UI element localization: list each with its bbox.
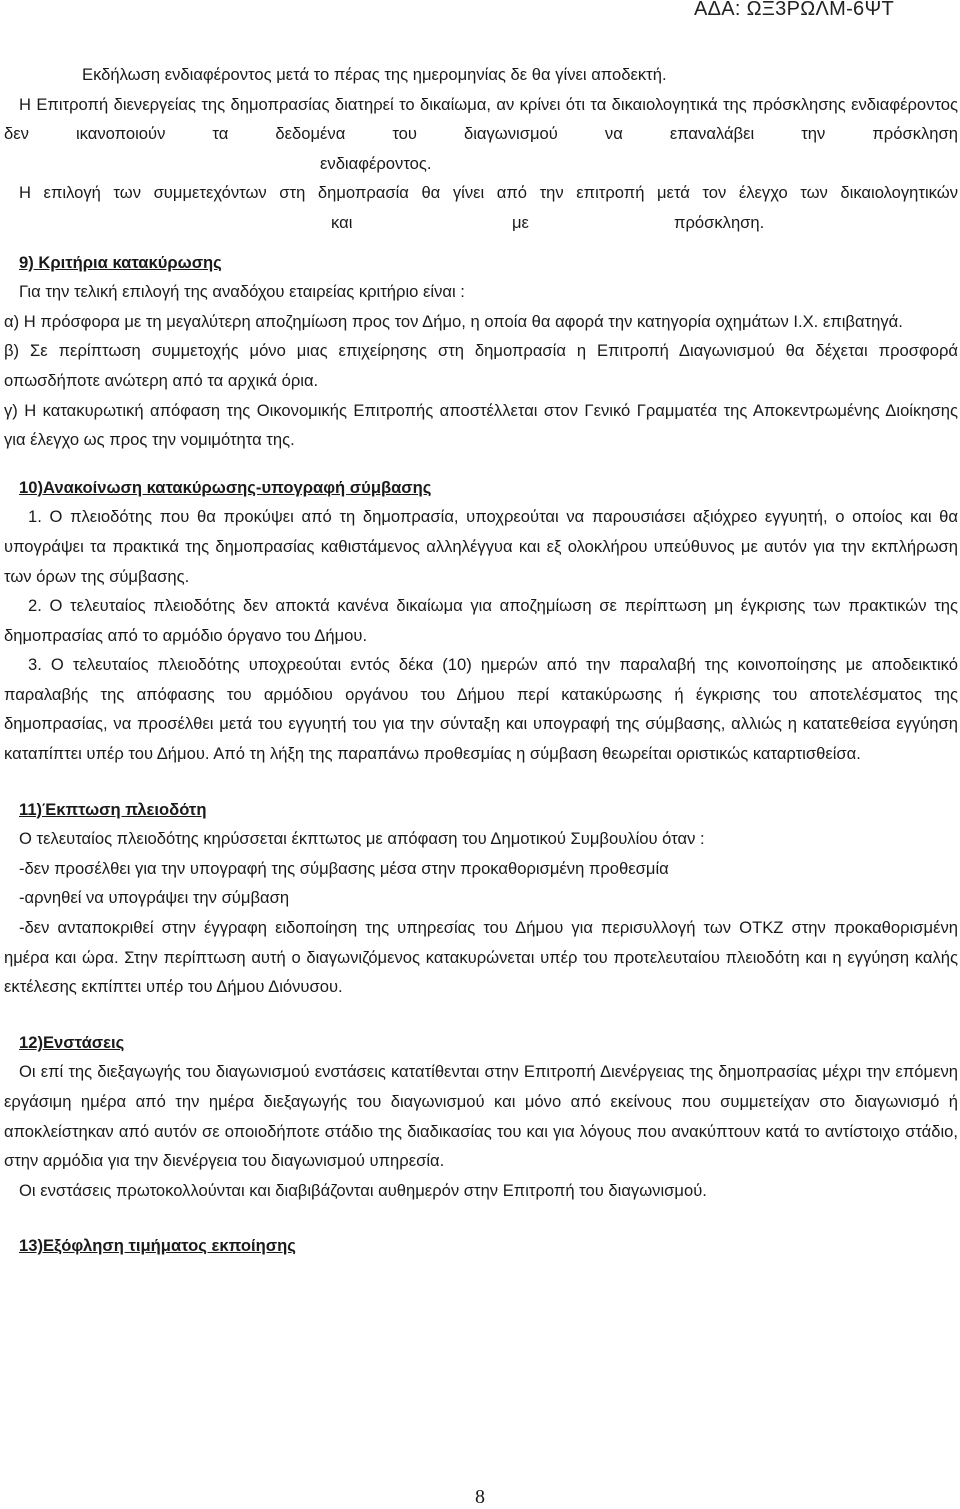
section-11-heading: 11)Έκπτωση πλειοδότη (19, 799, 207, 819)
intro-paragraph-1: Εκδήλωση ενδιαφέροντος μετά το πέρας της ημερομηνίας δε θα γίνει αποδεκτή. (82, 65, 667, 84)
section-12-heading: 12)Ενστάσεις (19, 1032, 125, 1052)
section-9-item-a: α) Η πρόσφορα με τη μεγαλύτερη αποζημίωση προς τον Δήμο, η οποία θα αφορά την κατηγορία οχημάτων Ι.Χ. επιβατηγά. (4, 311, 903, 331)
section-10-paragraph-2: 2. Ο τελευταίος πλειοδότης δεν αποκτά κανένα δικαίωμα για αποζημίωση σε περίπτωση μη έγκρισης των πρακτικών της δημοπρασίας από το αρμόδιο όργανο του Δήμου. (4, 596, 958, 645)
section-9-item-c: γ) Η κατακυρωτική απόφαση της Οικονομικής Επιτροπής αποστέλλεται στον Γενικό Γραμματέα της Αποκεντρωμένης Διοίκησης για έλεγχο ως προς την νομιμότητα της. (4, 400, 958, 450)
section-11-item-2: -αρνηθεί να υπογράψει την σύμβαση (19, 888, 290, 908)
section-10-paragraph-3: 3. Ο τελευταίος πλειοδότης υποχρεούται εντός δέκα (10) ημερών από την παραλαβή της κοινοποίησης με αποδεικτικό παραλαβής της απόφασης του αρμόδιου οργάνου του Δήμου περί κατακύρωσης ή έγκρισης του αποτελέσματος της δημοπρασίας, να προσέλθει μετά του εγγυητή του για την σύνταξη και υπογραφή της σύμβασης, αλλιώς η κατατεθείσα εγγύηση καταπίπτει υπέρ του Δήμου. Από τη λήξη της παραπάνω προθεσμίας η σύμβαση θεωρείται οριστικώς καταρτισθείσα. (4, 655, 958, 764)
section-13-heading: 13)Εξόφληση τιμήματος εκποίησης (19, 1236, 296, 1256)
intro-paragraph-3-end: και με πρόσκληση. (331, 212, 765, 232)
ada-code: ΑΔΑ: ΩΞ3ΡΩΛΜ-6ΨΤ (693, 0, 894, 20)
section-10-paragraph-1: 1. Ο πλειοδότης που θα προκύψει από τη δημοπρασία, υποχρεούται να παρουσιάσει αξιόχρεο εγγυητή, ο οποίος και θα υπογράψει τα πρακτικά της δημοπρασίας καθιστάμενος αλληλέγγυα και εξ ολοκλήρου υπεύθυνος με αυτόν για την εκπλήρωση των όρων της σύμβασης. (4, 507, 958, 586)
intro-paragraph-3: Η επιλογή των συμμετεχόντων στη δημοπρασία θα γίνει από την επιτροπή μετά τον έλεγχο των δικαιολογητικών (19, 183, 958, 203)
intro-paragraph-2-end: ενδιαφέροντος. (320, 153, 432, 173)
section-11-item-3: -δεν ανταποκριθεί στην έγγραφη ειδοποίηση της υπηρεσίας του Δήμου για περισυλλογή των ΟΤΚΖ στην προκαθορισμένη ημέρα και ώρα. Στην περίπτωση αυτή ο διαγωνιζόμενος κατακυρώνεται υπέρ του προτελευταίου πλειοδότη και η εγγύηση καλής εκτέλεσης εκπίπτει υπέρ του Δήμου Διόνυσου. (4, 918, 958, 997)
section-9-heading: 9) Κριτήρια κατακύρωσης (19, 252, 222, 272)
section-10-heading: 10)Ανακοίνωση κατακύρωσης-υπογραφή σύμβασης (19, 477, 432, 497)
section-11-item-1: -δεν προσέλθει για την υπογραφή της σύμβασης μέσα στην προκαθορισμένη προθεσμία (19, 858, 669, 878)
section-12-paragraph-2: Οι ενστάσεις πρωτοκολλούνται και διαβιβάζονται αυθημερόν στην Επιτροπή του διαγωνισμού. (19, 1180, 707, 1200)
section-9-item-b: β) Σε περίπτωση συμμετοχής μόνο μιας επιχείρησης στη δημοπρασία η Επιτροπή Διαγωνισμού θα δέχεται προσφορά οπωσδήποτε ανώτερη από τα αρχικά όρια. (4, 341, 958, 390)
section-12-paragraph-1: Οι επί της διεξαγωγής του διαγωνισμού ενστάσεις κατατίθενται στην Επιτροπή Διενέργειας της δημοπρασίας μέχρι την επόμενη εργάσιμη ημέρα από την ημέρα διεξαγωγής του διαγωνισμού και μόνο από εκείνους που συμμετείχαν στο διαγωνισμό ή αποκλείστηκαν από αυτόν σε οποιοδήποτε στάδιο της διαδικασίας του και για λόγους που ανακύπτουν κατά το αντίστοιχο στάδιο, στην αρμόδια για την διενέργεια του διαγωνισμού υπηρεσία. (4, 1062, 958, 1171)
section-11-paragraph-1: Ο τελευταίος πλειοδότης κηρύσσεται έκπτωτος με απόφαση του Δημοτικού Συμβουλίου όταν : (19, 829, 705, 849)
intro-paragraph-2: Η Επιτροπή διενεργείας της δημοπρασίας διατηρεί το δικαίωμα, αν κρίνει ότι τα δικαιολογητικά της πρόσκλησης ενδιαφέροντος δεν ικανοποιούν τα δεδομένα του διαγωνισμού να επαναλάβει την πρόσκληση (4, 94, 958, 144)
section-9-intro: Για την τελική επιλογή της αναδόχου εταιρείας κριτήριο είναι : (19, 282, 465, 302)
page-number: 8 (475, 1486, 485, 1508)
document-body (4, 60, 958, 1261)
